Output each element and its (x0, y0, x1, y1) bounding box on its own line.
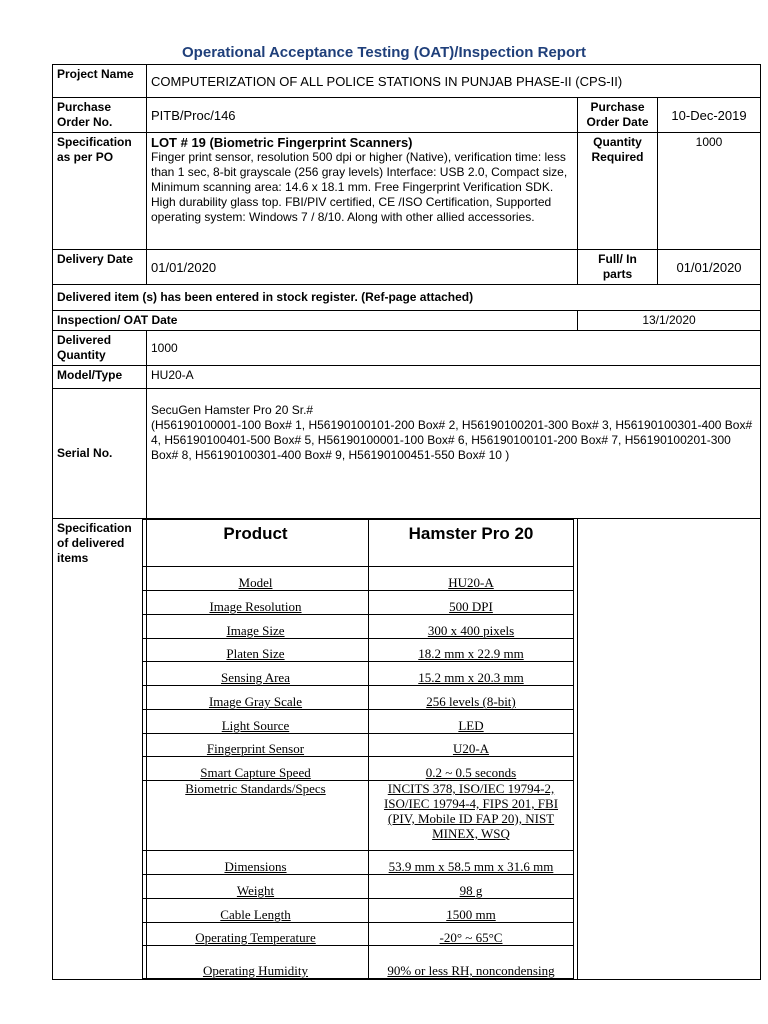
spec-row-value: 0.2 ~ 0.5 seconds (369, 757, 574, 781)
spec-row-name: Smart Capture Speed (143, 757, 369, 781)
report-title: Operational Acceptance Testing (OAT)/Inspection Report (182, 44, 586, 61)
spec-row-value: 256 levels (8-bit) (369, 686, 574, 710)
spec-row-value: 18.2 mm x 22.9 mm (369, 639, 574, 662)
report-table (52, 64, 761, 980)
spec-row (143, 662, 574, 686)
spec-row-name: Cable Length (143, 899, 369, 923)
spec-row (143, 875, 574, 899)
spec-row (143, 567, 574, 591)
spec-cell (147, 133, 578, 250)
spec-row-name: Image Gray Scale (143, 686, 369, 710)
product-table-cell (147, 519, 578, 980)
spec-row-value: INCITS 378, ISO/IEC 19794-2, ISO/IEC 19794-4, FIPS 201, FBI (PIV, Mobile ID FAP 20), NIST MINEX, WSQ (369, 781, 574, 851)
spec-row-name: Dimensions (143, 851, 369, 875)
serial-line1: SecuGen Hamster Pro 20 Sr.# (151, 403, 314, 417)
spec-row-name: Model (143, 567, 369, 591)
spec-row-value: U20-A (369, 734, 574, 757)
serial-label: Serial No. (53, 389, 147, 519)
po-date-value: 10-Dec-2019 (658, 98, 761, 133)
spec-row-value: HU20-A (369, 567, 574, 591)
spec-row-value: 1500 mm (369, 899, 574, 923)
spec-row-value: 300 x 400 pixels (369, 615, 574, 639)
spec-row-name: Biometric Standards/Specs (143, 781, 369, 851)
spec-row-value: 98 g (369, 875, 574, 899)
spec-row-value: 15.2 mm x 20.3 mm (369, 662, 574, 686)
product-header: Product (143, 520, 369, 567)
product-spec-table (142, 519, 574, 979)
po-date-label: Purchase Order Date (578, 98, 658, 133)
delivery-date-label: Delivery Date (53, 250, 147, 285)
full-parts-label: Full/ In parts (578, 250, 658, 285)
spec-row (143, 710, 574, 734)
spec-row (143, 615, 574, 639)
spec-row (143, 591, 574, 615)
spec-row-name: Operating Humidity (143, 946, 369, 979)
serial-cell (147, 389, 761, 519)
spec-heading: LOT # 19 (Biometric Fingerprint Scanners) (151, 135, 413, 150)
spec-row-value: 90% or less RH, noncondensing (369, 946, 574, 979)
project-name-label: Project Name (53, 65, 147, 98)
qty-required-value: 1000 (658, 133, 761, 250)
spec-row-name: Weight (143, 875, 369, 899)
spec-row-name: Platen Size (143, 639, 369, 662)
spec-row (143, 923, 574, 946)
qty-required-label: Quantity Required (578, 133, 658, 250)
model-header: Hamster Pro 20 (369, 520, 574, 567)
project-name-value: COMPUTERIZATION OF ALL POLICE STATIONS IN PUNJAB PHASE-II (CPS-II) (147, 65, 761, 98)
spec-row-name: Fingerprint Sensor (143, 734, 369, 757)
spec-row-name: Image Size (143, 615, 369, 639)
stock-register-note: Delivered item (s) has been entered in stock register. (Ref-page attached) (53, 285, 761, 311)
model-type-value: HU20-A (147, 366, 761, 389)
model-type-label: Model/Type (53, 366, 147, 389)
delivered-qty-label: Delivered Quantity (53, 331, 147, 366)
spec-row (143, 899, 574, 923)
inspection-date-value: 13/1/2020 (578, 311, 761, 331)
spec-row-value: LED (369, 710, 574, 734)
delivery-date-value: 01/01/2020 (147, 250, 578, 285)
spec-row-name: Sensing Area (143, 662, 369, 686)
spec-row (143, 781, 574, 851)
spec-row (143, 639, 574, 662)
spec-row (143, 686, 574, 710)
spec-row (143, 851, 574, 875)
spec-row-value: 500 DPI (369, 591, 574, 615)
spec-row (143, 757, 574, 781)
spec-row-name: Operating Temperature (143, 923, 369, 946)
delivered-qty-value: 1000 (147, 331, 761, 366)
delivered-spec-label: Specification of delivered items (53, 519, 147, 980)
spec-row-name: Image Resolution (143, 591, 369, 615)
spec-label: Specification as per PO (53, 133, 147, 250)
empty-cell (578, 519, 761, 980)
full-parts-value: 01/01/2020 (658, 250, 761, 285)
spec-row (143, 734, 574, 757)
spec-row-name: Light Source (143, 710, 369, 734)
inspection-date-label: Inspection/ OAT Date (53, 311, 578, 331)
spec-text: Finger print sensor, resolution 500 dpi or higher (Native), verification time: less than 1 sec, 8-bit grayscale (256 gray levels) Interface: USB 2.0, Compact size, Minimum scanning area: 14.6 x 18.1 mm. Free Fingerprint Verification SDK. High durability glass top. FBI/PIV certified, CE /ISO Certification, Supported operating system: Windows 7 / 8/10. Along with other allied accessories. (151, 150, 568, 224)
spec-row-value: 53.9 mm x 58.5 mm x 31.6 mm (369, 851, 574, 875)
po-number-value: PITB/Proc/146 (147, 98, 578, 133)
po-number-label: Purchase Order No. (53, 98, 147, 133)
serial-line2: (H56190100001-100 Box# 1, H56190100101-200 Box# 2, H56190100201-300 Box# 3, H56190100301-400 Box# 4, H56190100401-500 Box# 5, H56190100001-100 Box# 6, H56190100101-200 Box# 7, H56190100201-300 Box# 8, H56190100301-400 Box# 9, H56190100451-550 Box# 10 ) (151, 418, 753, 462)
spec-row-value: -20° ~ 65°C (369, 923, 574, 946)
spec-row (143, 946, 574, 979)
